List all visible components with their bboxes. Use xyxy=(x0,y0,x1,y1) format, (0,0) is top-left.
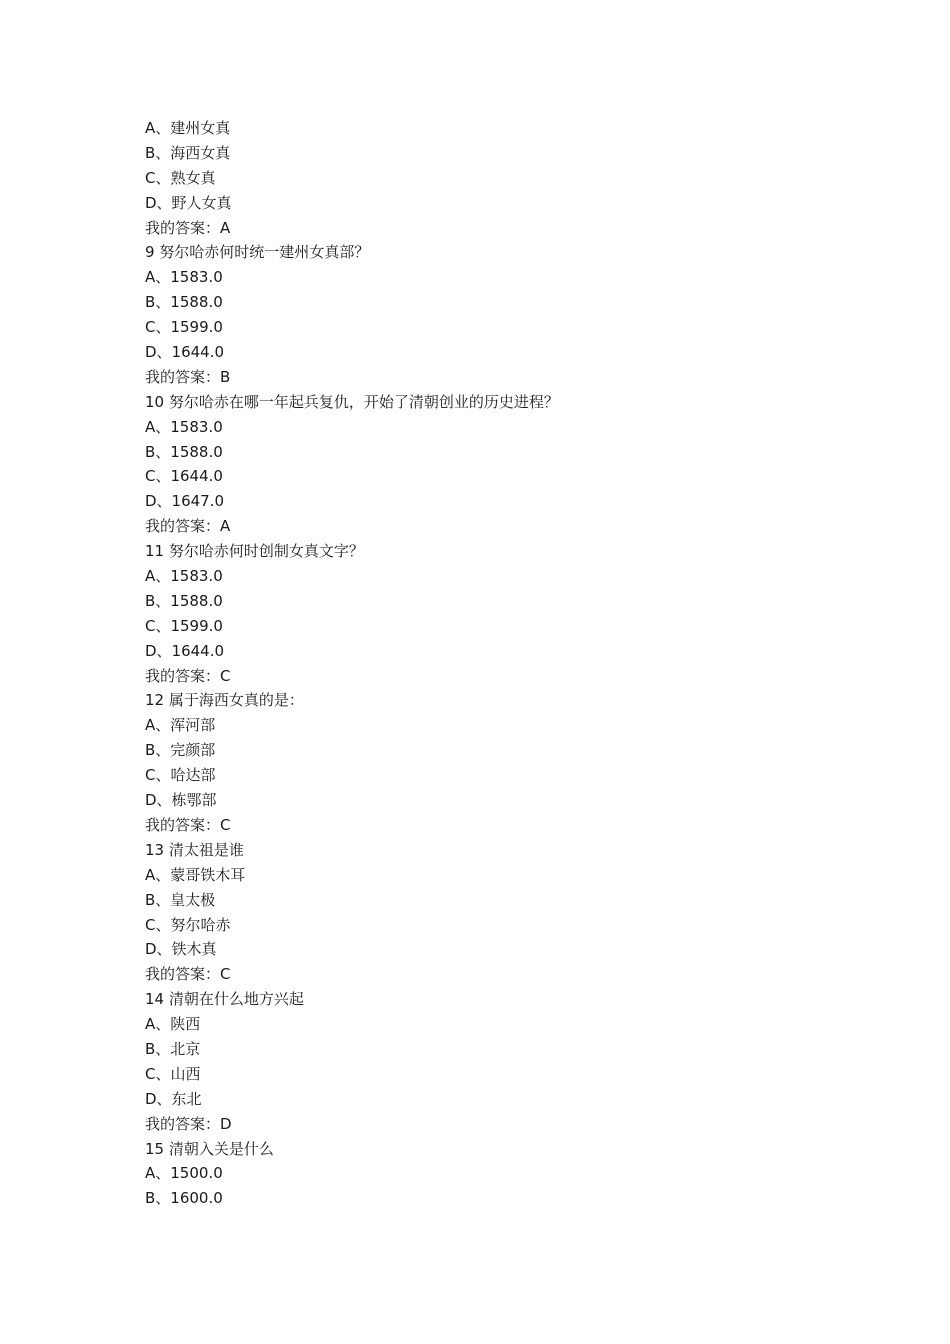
option-line: B、北京 xyxy=(145,1039,201,1058)
option-line: B、皇太极 xyxy=(145,890,216,909)
question-line: 12 属于海西女真的是： xyxy=(145,691,304,710)
option-line: C、熟女真 xyxy=(145,168,216,187)
option-line: A、浑河部 xyxy=(145,716,216,735)
option-line: D、铁木真 xyxy=(145,940,217,959)
option-line: D、栋鄂部 xyxy=(145,791,217,810)
option-line: B、1588.0 xyxy=(145,591,223,610)
option-line: C、1599.0 xyxy=(145,318,223,337)
answer-line: 我的答案：B xyxy=(145,367,231,386)
option-line: A、1583.0 xyxy=(145,417,223,436)
answer-line: 我的答案：A xyxy=(145,218,231,237)
question-line: 10 努尔哈赤在哪一年起兵复仇，开始了清朝创业的历史进程？ xyxy=(145,392,559,411)
option-line: A、蒙哥铁木耳 xyxy=(145,865,246,884)
answer-line: 我的答案：D xyxy=(145,1114,232,1133)
option-line: A、建州女真 xyxy=(145,119,231,137)
question-line: 11 努尔哈赤何时创制女真文字？ xyxy=(145,542,364,561)
document-body xyxy=(145,116,845,1211)
answer-line: 我的答案：A xyxy=(145,517,231,536)
option-line: B、完颜部 xyxy=(145,741,216,760)
option-line: D、东北 xyxy=(145,1089,202,1108)
option-line: C、1644.0 xyxy=(145,467,223,486)
option-line: B、海西女真 xyxy=(145,143,231,162)
answer-line: 我的答案：C xyxy=(145,666,231,685)
option-line: C、1599.0 xyxy=(145,616,223,635)
option-line: A、陕西 xyxy=(145,1015,201,1034)
question-line: 14 清朝在什么地方兴起 xyxy=(145,990,304,1009)
option-line: D、1644.0 xyxy=(145,641,225,660)
option-line: C、山西 xyxy=(145,1064,201,1083)
question-line: 15 清朝入关是什么 xyxy=(145,1139,274,1158)
option-line: B、1588.0 xyxy=(145,293,223,312)
question-line: 13 清太祖是谁 xyxy=(145,840,244,859)
option-line: A、1583.0 xyxy=(145,268,223,287)
answer-line: 我的答案：C xyxy=(145,815,231,834)
option-line: D、野人女真 xyxy=(145,193,232,212)
answer-line: 我的答案：C xyxy=(145,965,231,984)
option-line: A、1500.0 xyxy=(145,1164,223,1183)
option-line: C、努尔哈赤 xyxy=(145,915,231,934)
option-line: D、1644.0 xyxy=(145,343,225,362)
option-line: A、1583.0 xyxy=(145,567,223,586)
option-line: C、哈达部 xyxy=(145,766,216,785)
option-line: B、1600.0 xyxy=(145,1189,223,1208)
option-line: D、1647.0 xyxy=(145,492,225,511)
question-line: 9 努尔哈赤何时统一建州女真部？ xyxy=(145,243,370,262)
option-line: B、1588.0 xyxy=(145,442,223,461)
